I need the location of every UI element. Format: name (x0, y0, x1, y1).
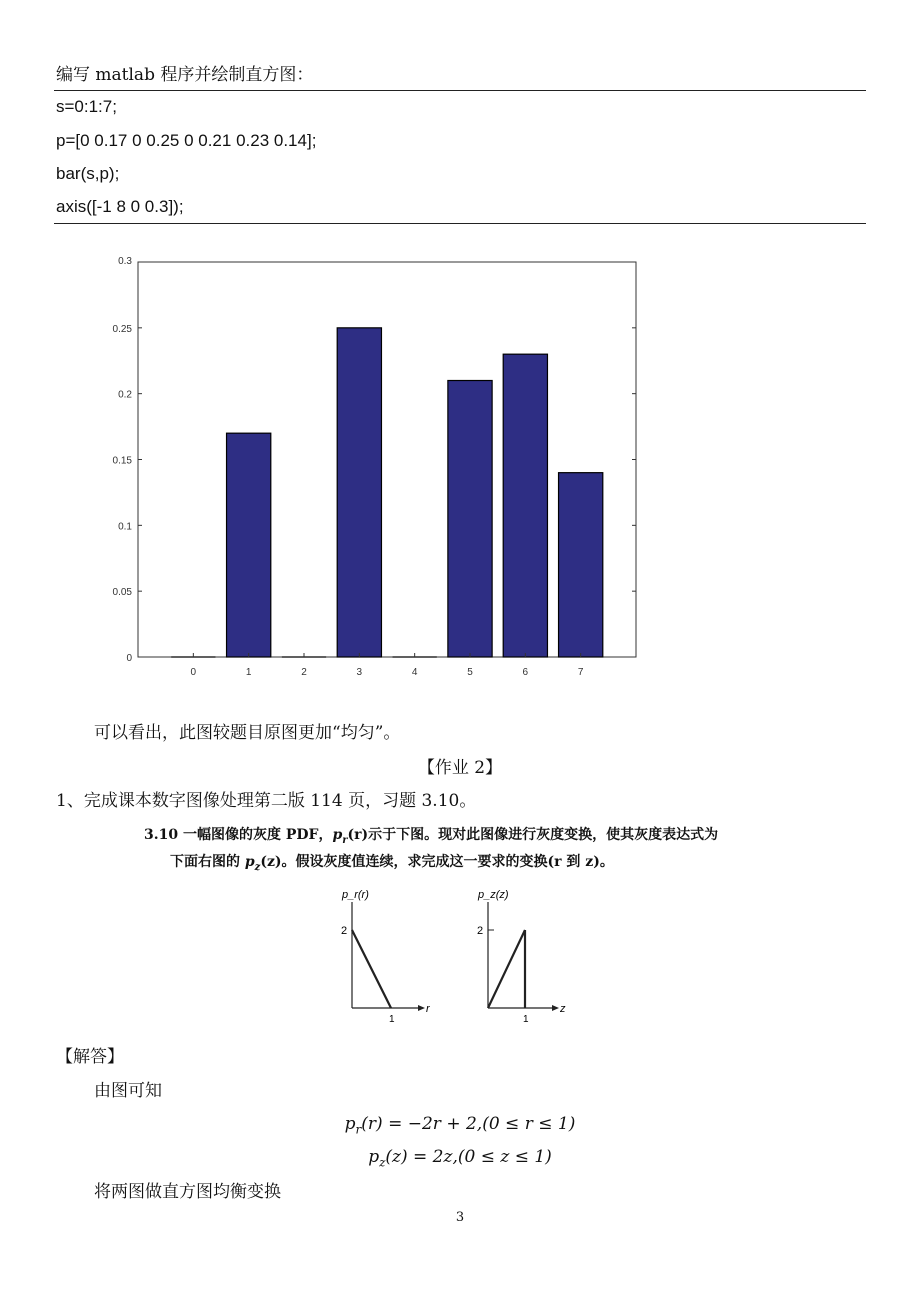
pr-x-arrow (418, 1005, 425, 1011)
code-line-1: s=0:1:7; (56, 97, 117, 116)
x-tick-label-6: 6 (522, 667, 529, 678)
y-tick-label-3: 0.15 (112, 455, 132, 467)
book-problem-line-2: 下面右图的 $p_z(z)$。假设灰度值连续，求完成这一要求的变换(r 到 z)。 (170, 854, 614, 873)
x-tick-label-4: 4 (411, 667, 418, 678)
code-bottom-rule (54, 223, 866, 224)
x-tick-label-5: 5 (467, 667, 473, 678)
formula-pr: $p_r(r) = -2r + 2,(0 \le r \le 1)$ (344, 1114, 576, 1137)
answer-next: 将两图做直方图均衡变换 (94, 1182, 281, 1202)
bar-5 (448, 381, 492, 658)
x-tick-label-3: 3 (356, 667, 363, 678)
formula-pz: $p_z(z) = 2z,(0 \le z \le 1)$ (368, 1147, 552, 1170)
bar-1 (227, 433, 271, 657)
code-line-4: axis([-1 8 0 0.3]); (56, 197, 184, 216)
pr-xtick: 1 (389, 1014, 395, 1025)
answer-heading: 【解答】 (56, 1047, 124, 1067)
y-tick-label-4: 0.2 (118, 389, 132, 401)
pdf-plot-pr (330, 880, 440, 1025)
pz-ylabel: p_z(z) (478, 889, 509, 901)
observation-text: 可以看出，此图较题目原图更加“均匀”。 (94, 723, 401, 743)
pz-xtick: 1 (523, 1014, 529, 1025)
bar-7 (559, 473, 603, 657)
intro-text: 编写 matlab 程序并绘制直方图： (56, 65, 314, 85)
y-tick-label-6: 0.3 (118, 256, 132, 267)
pz-xlabel: z (560, 1003, 566, 1015)
homework-title: 【作业 2】 (417, 758, 503, 778)
x-tick-label-2: 2 (301, 667, 307, 678)
pr-ylabel: p_r(r) (342, 889, 369, 901)
pz-density-line (488, 930, 525, 1008)
page-number: 3 (455, 1210, 465, 1225)
bar-6 (503, 354, 547, 657)
y-tick-label-2: 0.1 (118, 521, 132, 533)
code-top-rule (54, 90, 866, 91)
y-tick-label-1: 0.05 (112, 587, 132, 599)
pdf-plot-pz (466, 880, 576, 1025)
task-text: 1、完成课本数字图像处理第二版 114 页，习题 3.10。 (56, 791, 477, 811)
pz-ytick: 2 (477, 925, 484, 937)
pr-xlabel: r (426, 1003, 430, 1015)
histogram-chart (100, 250, 660, 680)
x-tick-label-0: 0 (190, 667, 197, 678)
bar-3 (337, 328, 381, 657)
x-tick-label-7: 7 (577, 667, 584, 678)
code-line-3: bar(s,p); (56, 164, 120, 183)
pr-ytick: 2 (341, 925, 348, 937)
y-tick-label-5: 0.25 (112, 323, 132, 335)
y-tick-label-0: 0 (126, 653, 132, 664)
pr-density-line (352, 930, 391, 1008)
answer-intro: 由图可知 (94, 1081, 162, 1101)
code-line-2: p=[0 0.17 0 0.25 0 0.21 0.23 0.14]; (56, 131, 317, 150)
x-tick-label-1: 1 (245, 667, 252, 678)
book-problem-line-1: 3.10 一幅图像的灰度 PDF，$p_r(r)$示于下图。现对此图像进行灰度变换，使其灰度表达式为 (144, 827, 719, 846)
pz-x-arrow (552, 1005, 559, 1011)
